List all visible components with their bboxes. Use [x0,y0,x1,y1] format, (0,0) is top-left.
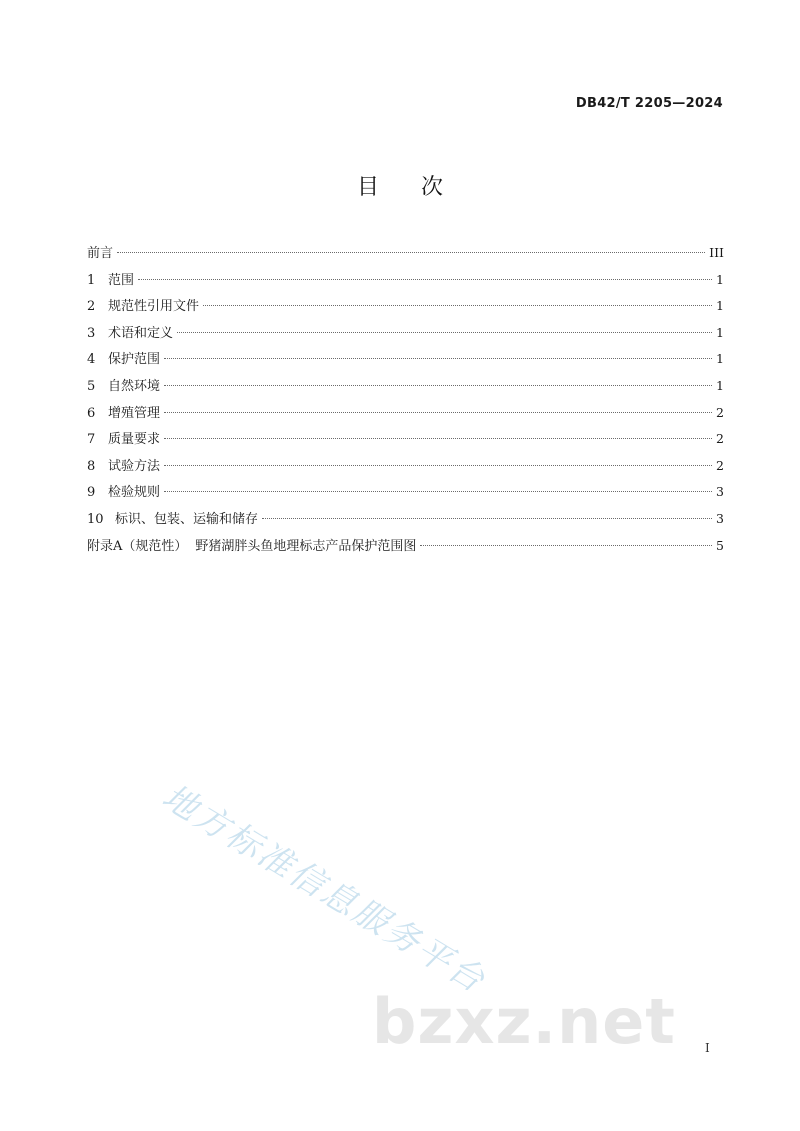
toc-entry-text: 检验规则 [108,485,161,501]
toc-leader-dots [420,545,712,546]
toc-entry-foreword[interactable] [87,240,724,267]
toc-leader-dots [262,518,712,519]
toc-entry-page: 5 [716,537,724,553]
toc-entry-number: 1 [87,272,96,288]
toc-entry-text: 保护范围 [108,352,161,368]
toc-entry-page: III [709,245,724,260]
toc-entry-number: 5 [87,378,96,394]
toc-entry-text: 质量要求 [108,432,161,448]
toc-entry-text: 野猪湖胖头鱼地理标志产品保护范围图 [195,538,417,554]
toc-entry-page: 2 [716,431,724,447]
toc-entry-page: 2 [716,404,724,420]
toc-entry-number: 8 [87,458,96,474]
toc-entry-annex-a[interactable] [87,533,724,560]
toc-entry-9[interactable] [87,479,724,506]
toc-entry-number: 10 [87,511,104,527]
toc-entry-number: 7 [87,432,96,448]
toc-leader-dots [164,358,712,359]
toc-entry-1[interactable] [87,267,724,294]
toc-leader-dots [203,305,712,306]
toc-leader-dots [117,252,705,253]
toc-entry-text: 规范性引用文件 [108,299,200,315]
toc-entry-number: 2 [87,299,96,315]
toc-entry-text: 术语和定义 [108,325,174,341]
toc-entry-page: 3 [716,510,724,526]
toc-entry-text: 前言 [87,246,114,261]
toc-leader-dots [164,491,712,492]
page-number: I [705,1041,710,1055]
toc-entry-text: 范围 [108,272,135,288]
table-of-contents [87,240,724,559]
toc-entry-page: 1 [716,324,724,340]
standard-code: DB42/T 2205—2024 [575,96,723,111]
toc-leader-dots [164,465,712,466]
toc-leader-dots [177,332,712,333]
site-watermark: bzxz.net [372,985,676,1058]
toc-entry-10[interactable] [87,506,724,533]
toc-entry-text: 试验方法 [108,458,161,474]
page-title: 目次 [356,175,485,200]
toc-entry-3[interactable] [87,320,724,347]
toc-entry-page: 1 [716,377,724,393]
toc-entry-number: 9 [87,485,96,501]
toc-entry-number: 4 [87,352,96,368]
toc-leader-dots [164,385,712,386]
toc-entry-number: 6 [87,405,96,421]
toc-entry-8[interactable] [87,453,724,480]
toc-entry-page: 1 [716,298,724,314]
toc-entry-6[interactable] [87,400,724,427]
toc-entry-page: 1 [716,351,724,367]
toc-entry-2[interactable] [87,293,724,320]
toc-entry-7[interactable] [87,426,724,453]
toc-entry-page: 3 [716,484,724,500]
toc-entry-text: 标识、包装、运输和储存 [115,511,259,527]
toc-entry-page: 2 [716,457,724,473]
toc-entry-text: 增殖管理 [108,405,161,421]
toc-entry-number: 附录A（规范性） [87,538,188,554]
toc-entry-5[interactable] [87,373,724,400]
toc-entry-page: 1 [716,271,724,287]
toc-entry-number: 3 [87,325,96,341]
watermark-text: 地方标准信息服务平台 [155,776,494,1002]
toc-leader-dots [164,412,712,413]
toc-leader-dots [138,279,712,280]
toc-leader-dots [164,438,712,439]
toc-entry-text: 自然环境 [108,378,161,394]
toc-entry-4[interactable] [87,346,724,373]
